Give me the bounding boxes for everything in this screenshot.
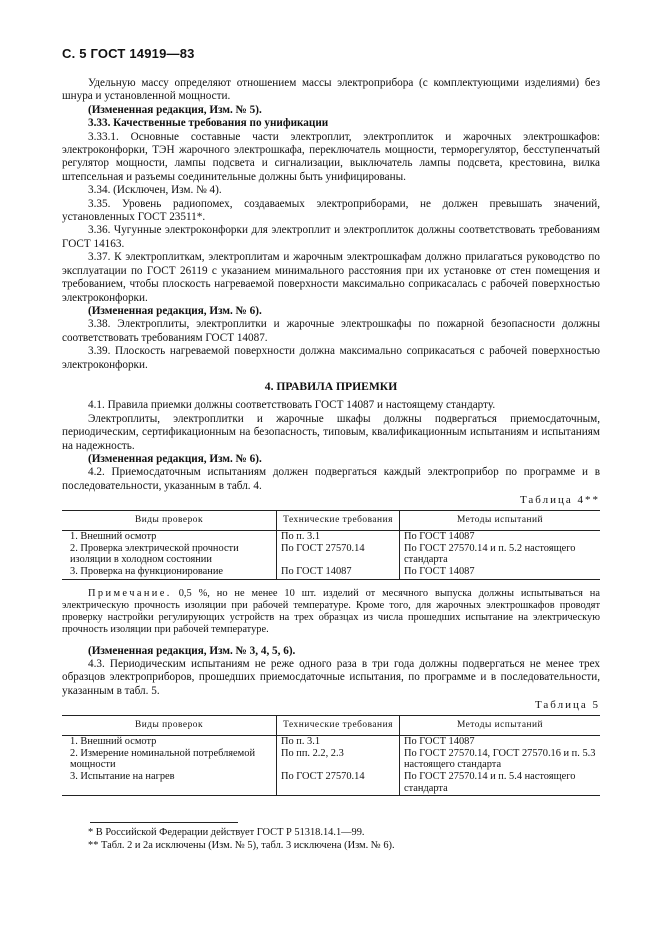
clause-4-1-continued: Электроплиты, электроплитки и жарочные шкафы должны подвергаться приемосдаточным, периодическим, сертификационным на безопасность, типовым, квалификационным испытаниям и испытаниям на надежность. (62, 412, 600, 452)
table-cell: 1. Внешний осмотр (70, 736, 157, 748)
table-cell: По ГОСТ 14087 (400, 736, 601, 748)
table-4-caption: Таблица 4** (519, 494, 600, 507)
table-row (62, 736, 600, 748)
table-cell: По ГОСТ 14087 (277, 566, 400, 579)
footnote-1: * В Российской Федерации действует ГОСТ Р 51318.14.1—99. (88, 827, 365, 839)
table-4 (62, 510, 600, 580)
section-title: 4. ПРАВИЛА ПРИЕМКИ (264, 379, 398, 393)
table-header: Виды проверок (62, 510, 277, 531)
table-row (62, 771, 600, 796)
table-cell: По пп. 2.2, 2.3 (277, 748, 400, 771)
edit-note: (Измененная редакция, Изм. № 6). (88, 304, 262, 317)
clause-3-33-title: 3.33. Качественные требования по унификации (88, 117, 329, 130)
clause-4-1: 4.1. Правила приемки должны соответствовать ГОСТ 14087 и настоящему стандарту. (88, 399, 496, 412)
clause-4-2: 4.2. Приемосдаточным испытаниям должен подвергаться каждый электроприбор по программе и в последовательности, указанным в табл. 4. (62, 466, 600, 492)
table-cell: 2. Измерение номинальной потребляемой мощности (70, 747, 256, 771)
clause-3-39: 3.39. Плоскость нагреваемой поверхности должна максимально соприкасаться с рабочей поверхностью электроконфорки. (62, 345, 600, 371)
table-cell: 1. Внешний осмотр (70, 531, 157, 543)
table-cell: По ГОСТ 27570.14 (277, 771, 400, 796)
footnote-divider (90, 822, 238, 823)
clause-3-36: 3.36. Чугунные электроконфорки для электроплит и электроплиток должны соответствовать требованиям ГОСТ 14163. (62, 224, 600, 250)
table-cell: 2. Проверка электрической прочности изоляции в холодном состоянии (70, 542, 239, 566)
table-cell: По п. 3.1 (277, 736, 400, 748)
table-header: Технические требования (277, 510, 400, 531)
table-row (62, 531, 600, 543)
clause-3-38: 3.38. Электроплиты, электроплитки и жарочные электрошкафы по пожарной безопасности должны соответствовать требованиям ГОСТ 14087. (62, 318, 600, 344)
table-cell: 3. Испытание на нагрев (62, 771, 277, 796)
edit-note: (Измененная редакция, Изм. № 3, 4, 5, 6). (88, 644, 296, 657)
paragraph-specific-mass: Удельную массу определяют отношением массы электроприбора (с комплектующими изделиями) без шнура и установленной мощности. (62, 77, 600, 103)
table-cell: По ГОСТ 14087 (400, 566, 601, 579)
table-cell: По ГОСТ 27570.14 и п. 5.4 настоящего стандарта (400, 771, 601, 796)
note-text: 0,5 %, но не менее 10 шт. изделий от месячного выпуска должны испытываться на электрическую прочность изоляции при рабочей температуре. Кроме того, для жарочных электрошкафов проводят проверку настройки регулирующих устройств на трех образцах из числа прошедших испытание на электрическую прочность изоляции при рабочей температуре. (62, 587, 600, 635)
table-cell: По ГОСТ 27570.14 и п. 5.2 настоящего стандарта (400, 543, 601, 566)
clause-3-33-1: 3.33.1. Основные составные части электроплит, электроплиток и жарочных электрошкафов: электроконфорки, ТЭН жарочного электрошкафа, переключатель мощности, терморегулятор, бесступенчатый регулятор мощности, лампы подсвета и сигнализации, выключатель лампы подсвета, крестовина, вилка штепсельная и разъемы соединительные должны быть унифицированы. (62, 130, 600, 183)
table-cell: По ГОСТ 27570.14, ГОСТ 27570.16 и п. 5.3 настоящего стандарта (400, 748, 601, 771)
table-row (62, 543, 600, 566)
table-cell: По п. 3.1 (277, 531, 400, 543)
footnote-2: ** Табл. 2 и 2а исключены (Изм. № 5), табл. 3 исключена (Изм. № 6). (88, 839, 395, 851)
table-5 (62, 715, 600, 797)
table-5-caption: Таблица 5 (534, 699, 600, 712)
note-label: Примечание. (88, 587, 172, 599)
table-row (62, 566, 600, 579)
table-row (62, 748, 600, 771)
table-cell: 3. Проверка на функционирование (62, 566, 277, 579)
clause-3-34: 3.34. (Исключен, Изм. № 4). (88, 184, 222, 197)
table-header: Методы испытаний (400, 510, 601, 531)
clause-4-3: 4.3. Периодическим испытаниям не реже одного раза в три года должны подвергаться не менее трех образцов электроприборов, прошедших приемосдаточные испытания, по программе и в последовательности, указанным в табл. 5. (62, 657, 600, 697)
edit-note: (Измененная редакция, Изм. № 5). (88, 103, 262, 116)
clause-3-35: 3.35. Уровень радиопомех, создаваемых электроприборами, не должен превышать значений, установленных ГОСТ 23511*. (62, 197, 600, 224)
page-header: С. 5 ГОСТ 14919—83 (62, 46, 195, 61)
table-4-note (62, 588, 600, 636)
table-cell: По ГОСТ 14087 (400, 531, 601, 543)
clause-3-37: 3.37. К электроплиткам, электроплитам и жарочным электрошкафам должно прилагаться руководство по эксплуатации по ГОСТ 26119 с указанием минимального расстояния при их установке от стен помещения и требованием, чтобы плоскость нагреваемой поверхности максимально соприкасалась с рабочей поверхностью электроконфорки. (62, 251, 600, 304)
document-body (62, 77, 600, 853)
table-header: Виды проверок (62, 715, 277, 736)
table-header: Технические требования (277, 715, 400, 736)
table-header: Методы испытаний (400, 715, 601, 736)
table-cell: По ГОСТ 27570.14 (277, 543, 400, 566)
edit-note: (Измененная редакция, Изм. № 6). (88, 452, 262, 465)
